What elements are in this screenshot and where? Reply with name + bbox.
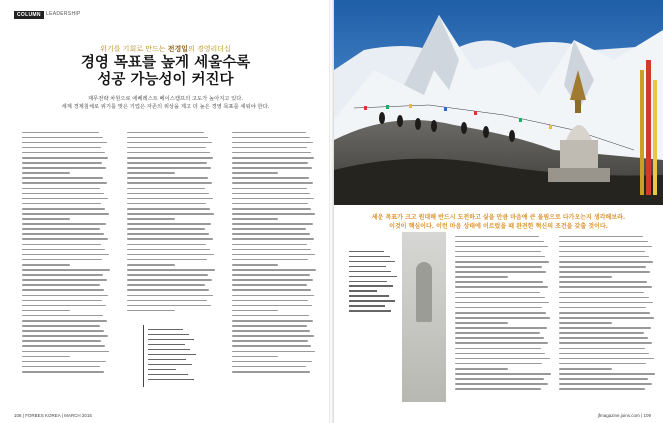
greeked-text-line bbox=[22, 238, 108, 240]
greeked-text-line bbox=[127, 142, 212, 144]
greeked-text-line bbox=[455, 302, 549, 304]
greeked-text-line bbox=[127, 218, 175, 220]
kicker-suffix: 의 경영리더십 bbox=[188, 45, 231, 53]
greeked-text-line bbox=[127, 295, 213, 297]
right-page-number: 109 bbox=[643, 413, 651, 418]
greeked-text-line bbox=[232, 152, 311, 154]
greeked-text-line bbox=[127, 274, 208, 276]
left-issue-date: MARCH 2015 bbox=[64, 413, 92, 418]
greeked-text-line bbox=[22, 182, 107, 184]
article-kicker bbox=[0, 44, 331, 54]
greeked-text-line bbox=[349, 285, 393, 286]
greeked-text-line bbox=[22, 244, 101, 246]
greeked-text-line bbox=[349, 276, 397, 277]
greeked-text-line bbox=[22, 351, 109, 353]
article-deck bbox=[0, 96, 331, 111]
greeked-text-line bbox=[232, 361, 312, 363]
greeked-text-line bbox=[22, 198, 108, 200]
greeked-text-line bbox=[559, 327, 651, 329]
greeked-text-line bbox=[232, 228, 306, 230]
body-column-2 bbox=[127, 128, 215, 315]
greeked-text-line bbox=[22, 132, 99, 134]
everest-photo bbox=[334, 0, 663, 205]
greeked-text-line bbox=[127, 177, 208, 179]
right-footer: jfmagazine.joins.com | 109 bbox=[597, 413, 651, 418]
left-page-number: 108 bbox=[14, 413, 22, 418]
greeked-text-line bbox=[127, 208, 210, 210]
greeked-text-line bbox=[232, 188, 307, 190]
greeked-text-line bbox=[148, 374, 188, 376]
greeked-text-line bbox=[127, 172, 175, 174]
greeked-text-line bbox=[232, 147, 307, 149]
greeked-text-line bbox=[455, 241, 544, 243]
author-note-box bbox=[143, 325, 198, 387]
greeked-text-line bbox=[559, 302, 653, 304]
body-column-3 bbox=[232, 128, 316, 376]
left-publication: FORBES KOREA bbox=[25, 413, 61, 418]
greeked-text-line bbox=[127, 132, 204, 134]
greeked-text-line bbox=[559, 383, 652, 385]
greeked-text-line bbox=[232, 208, 311, 210]
greeked-text-line bbox=[232, 279, 313, 281]
article-headline bbox=[0, 55, 331, 90]
greeked-text-line bbox=[232, 366, 306, 368]
greeked-text-line bbox=[232, 182, 313, 184]
greeked-text-line bbox=[22, 274, 103, 276]
greeked-text-line bbox=[232, 351, 315, 353]
greeked-text-line bbox=[559, 332, 644, 334]
greeked-text-line bbox=[232, 213, 315, 215]
greeked-text-line bbox=[127, 198, 213, 200]
greeked-text-line bbox=[22, 162, 102, 164]
greeked-text-line bbox=[232, 269, 316, 271]
greeked-text-line bbox=[127, 137, 208, 139]
greeked-text-line bbox=[559, 363, 646, 365]
greeked-text-line bbox=[232, 198, 314, 200]
greeked-text-line bbox=[22, 157, 108, 159]
greeked-text-line bbox=[455, 378, 544, 380]
greeked-text-line bbox=[559, 312, 650, 314]
greeked-text-line bbox=[127, 254, 214, 256]
greeked-text-line bbox=[127, 233, 209, 235]
greeked-text-line bbox=[148, 329, 183, 331]
greeked-text-line bbox=[232, 157, 314, 159]
greeked-text-line bbox=[232, 132, 306, 134]
greeked-text-line bbox=[559, 246, 652, 248]
greeked-text-line bbox=[127, 162, 207, 164]
greeked-text-line bbox=[127, 152, 210, 154]
greeked-text-line bbox=[127, 269, 215, 271]
greeked-text-line bbox=[455, 327, 547, 329]
greeked-text-line bbox=[455, 297, 545, 299]
greeked-text-line bbox=[148, 349, 190, 351]
greeked-text-line bbox=[349, 271, 391, 272]
greeked-text-line bbox=[455, 342, 548, 344]
greeked-text-line bbox=[127, 203, 206, 205]
greeked-text-line bbox=[232, 295, 314, 297]
greeked-text-line bbox=[148, 379, 194, 381]
greeked-text-line bbox=[22, 325, 100, 327]
greeked-text-line bbox=[559, 271, 650, 273]
greeked-text-line bbox=[559, 388, 645, 390]
greeked-text-line bbox=[559, 236, 643, 238]
greeked-text-line bbox=[232, 177, 309, 179]
greeked-text-line bbox=[127, 193, 209, 195]
body-column-1 bbox=[22, 128, 110, 376]
greeked-text-line bbox=[455, 332, 540, 334]
greeked-text-line bbox=[232, 340, 308, 342]
greeked-text-line bbox=[22, 172, 70, 174]
greeked-text-line bbox=[349, 251, 384, 252]
greeked-text-line bbox=[22, 254, 109, 256]
greeked-text-line bbox=[559, 251, 645, 253]
greeked-text-line bbox=[22, 137, 103, 139]
greeked-text-line bbox=[349, 300, 395, 301]
greeked-text-line bbox=[232, 264, 278, 266]
greeked-text-line bbox=[559, 368, 612, 370]
greeked-text-line bbox=[22, 340, 101, 342]
greeked-text-line bbox=[455, 236, 539, 238]
section-label: LEADERSHIP bbox=[46, 11, 81, 17]
greeked-text-line bbox=[455, 368, 508, 370]
greeked-text-line bbox=[232, 238, 314, 240]
greeked-text-line bbox=[232, 193, 310, 195]
greeked-text-line bbox=[559, 348, 645, 350]
greeked-text-line bbox=[22, 188, 100, 190]
greeked-text-line bbox=[559, 297, 649, 299]
greeked-text-line bbox=[349, 305, 385, 306]
greeked-text-line bbox=[455, 373, 551, 375]
greeked-text-line bbox=[455, 322, 508, 324]
greeked-text-line bbox=[559, 256, 649, 258]
greeked-text-line bbox=[22, 315, 103, 317]
greeked-text-line bbox=[559, 307, 646, 309]
greeked-text-line bbox=[22, 218, 70, 220]
greeked-text-line bbox=[22, 193, 104, 195]
greeked-text-line bbox=[455, 276, 508, 278]
deck-line-1: 재무전략 차원으로 에베레스트 베이스캠프의 고도가 높아지고 있다. bbox=[87, 96, 244, 102]
greeked-text-line bbox=[127, 289, 209, 291]
greeked-text-line bbox=[148, 344, 185, 346]
greeked-text-line bbox=[232, 320, 313, 322]
greeked-text-line bbox=[22, 356, 70, 358]
greeked-text-line bbox=[22, 345, 105, 347]
author-portrait bbox=[402, 232, 446, 402]
greeked-text-line bbox=[22, 289, 104, 291]
greeked-text-line bbox=[559, 292, 644, 294]
greeked-text-line bbox=[22, 177, 103, 179]
greeked-text-line bbox=[22, 320, 107, 322]
greeked-text-line bbox=[455, 281, 543, 283]
greeked-text-line bbox=[349, 266, 386, 267]
greeked-text-line bbox=[455, 383, 548, 385]
greeked-text-line bbox=[455, 348, 541, 350]
greeked-text-line bbox=[127, 188, 205, 190]
greeked-text-line bbox=[127, 182, 212, 184]
greeked-text-line bbox=[455, 251, 541, 253]
greeked-text-line bbox=[22, 310, 70, 312]
right-page bbox=[334, 0, 663, 423]
greeked-text-line bbox=[455, 358, 550, 360]
greeked-text-line bbox=[232, 162, 308, 164]
greeked-text-line bbox=[232, 274, 310, 276]
greeked-text-line bbox=[22, 305, 106, 307]
greeked-text-line bbox=[22, 223, 106, 225]
greeked-text-line bbox=[127, 157, 213, 159]
greeked-text-line bbox=[232, 137, 310, 139]
greeked-text-line bbox=[559, 378, 648, 380]
greeked-text-line bbox=[455, 353, 545, 355]
greeked-text-line bbox=[455, 271, 546, 273]
greeked-text-line bbox=[232, 289, 311, 291]
greeked-text-line bbox=[127, 300, 207, 302]
greeked-text-line bbox=[232, 233, 310, 235]
greeked-text-line bbox=[232, 330, 310, 332]
right-body-column-1 bbox=[455, 232, 551, 393]
greeked-text-line bbox=[22, 167, 106, 169]
greeked-text-line bbox=[232, 371, 310, 373]
greeked-text-line bbox=[349, 281, 387, 282]
greeked-text-line bbox=[232, 172, 278, 174]
greeked-text-line bbox=[127, 213, 214, 215]
greeked-text-line bbox=[455, 266, 542, 268]
greeked-text-line bbox=[232, 300, 308, 302]
photo-caption bbox=[334, 213, 663, 231]
greeked-text-line bbox=[22, 249, 105, 251]
greeked-text-line bbox=[559, 261, 653, 263]
greeked-text-line bbox=[455, 337, 544, 339]
greeked-text-line bbox=[22, 335, 108, 337]
greeked-text-line bbox=[455, 363, 542, 365]
greeked-text-line bbox=[232, 142, 313, 144]
greeked-text-line bbox=[232, 223, 313, 225]
right-site: jfmagazine.joins.com bbox=[597, 413, 640, 418]
greeked-text-line bbox=[349, 310, 391, 311]
greeked-text-line bbox=[559, 317, 654, 319]
greeked-text-line bbox=[127, 249, 210, 251]
headline-line-2: 성공 가능성이 커진다 bbox=[97, 72, 234, 89]
greeked-text-line bbox=[22, 284, 100, 286]
greeked-text-line bbox=[559, 286, 652, 288]
greeked-text-line bbox=[127, 264, 175, 266]
greeked-text-line bbox=[127, 228, 205, 230]
deck-line-2: 세계 경제침체로 위기를 맞은 기업은 자존의 위상을 제고 더 높은 경영 목표를 세워야 한다. bbox=[61, 103, 270, 110]
greeked-text-line bbox=[232, 305, 312, 307]
right-body-column-2 bbox=[559, 232, 655, 393]
greeked-text-line bbox=[22, 371, 104, 373]
greeked-text-line bbox=[559, 353, 649, 355]
greeked-text-line bbox=[559, 342, 652, 344]
greeked-text-line bbox=[455, 261, 549, 263]
greeked-text-line bbox=[232, 315, 309, 317]
left-page bbox=[0, 0, 331, 423]
greeked-text-line bbox=[559, 358, 654, 360]
greeked-text-line bbox=[127, 223, 211, 225]
greeked-text-line bbox=[559, 322, 612, 324]
greeked-text-line bbox=[22, 300, 102, 302]
greeked-text-line bbox=[148, 334, 189, 336]
greeked-text-line bbox=[232, 218, 278, 220]
kicker-prefix: 위기를 기회로 만드는 bbox=[100, 45, 168, 53]
greeked-text-line bbox=[127, 167, 211, 169]
greeked-text-line bbox=[232, 310, 278, 312]
greeked-text-line bbox=[148, 339, 194, 341]
greeked-text-line bbox=[559, 241, 648, 243]
greeked-text-line bbox=[127, 238, 213, 240]
greeked-text-line bbox=[349, 290, 377, 291]
greeked-text-line bbox=[22, 264, 70, 266]
greeked-text-line bbox=[127, 259, 207, 261]
kicker-author: 전경일 bbox=[167, 45, 189, 53]
greeked-text-line bbox=[559, 276, 612, 278]
greeked-text-line bbox=[455, 312, 546, 314]
greeked-text-line bbox=[349, 256, 390, 257]
greeked-text-line bbox=[22, 213, 109, 215]
greeked-text-line bbox=[22, 259, 102, 261]
greeked-text-line bbox=[232, 345, 311, 347]
greeked-text-line bbox=[22, 279, 107, 281]
greeked-text-line bbox=[22, 269, 110, 271]
greeked-text-line bbox=[559, 373, 655, 375]
photo-credit-box bbox=[349, 247, 399, 317]
greeked-text-line bbox=[22, 233, 104, 235]
column-tag: COLUMN bbox=[14, 11, 44, 19]
greeked-text-line bbox=[349, 295, 389, 296]
caption-line-1: 세운 목표가 크고 원대해 반드시 도전하고 싶을 만큼 마음에 큰 울림으로 다가오는지 생각해보라. bbox=[371, 214, 626, 221]
greeked-text-line bbox=[127, 305, 211, 307]
greeked-text-line bbox=[22, 295, 108, 297]
greeked-text-line bbox=[22, 142, 107, 144]
headline-line-1: 경영 목표를 높게 세울수록 bbox=[80, 55, 251, 71]
greeked-text-line bbox=[148, 354, 196, 356]
caption-line-2: 이것이 핵심이다. 이런 마음 상태에 이르렀을 때 완전한 혁신의 조건을 갖출 것이다. bbox=[389, 223, 608, 230]
greeked-text-line bbox=[148, 359, 186, 361]
greeked-text-line bbox=[22, 203, 101, 205]
greeked-text-line bbox=[455, 292, 540, 294]
greeked-text-line bbox=[232, 335, 314, 337]
greeked-text-line bbox=[22, 147, 101, 149]
greeked-text-line bbox=[232, 249, 311, 251]
greeked-text-line bbox=[559, 337, 648, 339]
greeked-text-line bbox=[559, 266, 646, 268]
greeked-text-line bbox=[559, 281, 647, 283]
greeked-text-line bbox=[232, 325, 307, 327]
greeked-text-line bbox=[232, 284, 307, 286]
greeked-text-line bbox=[127, 310, 175, 312]
greeked-text-line bbox=[22, 228, 100, 230]
greeked-text-line bbox=[127, 284, 205, 286]
left-footer: 108 | FORBES KOREA | MARCH 2015 bbox=[14, 413, 92, 418]
greeked-text-line bbox=[232, 203, 308, 205]
greeked-text-line bbox=[127, 279, 212, 281]
greeked-text-line bbox=[22, 208, 105, 210]
greeked-text-line bbox=[148, 369, 176, 371]
greeked-text-line bbox=[232, 167, 312, 169]
greeked-text-line bbox=[455, 317, 550, 319]
greeked-text-line bbox=[127, 244, 206, 246]
greeked-text-line bbox=[22, 366, 100, 368]
greeked-text-line bbox=[148, 364, 192, 366]
greeked-text-line bbox=[455, 246, 548, 248]
greeked-text-line bbox=[22, 361, 106, 363]
greeked-text-line bbox=[127, 147, 206, 149]
greeked-text-line bbox=[22, 330, 104, 332]
greeked-text-line bbox=[232, 259, 308, 261]
greeked-text-line bbox=[349, 261, 395, 262]
greeked-text-line bbox=[455, 388, 541, 390]
greeked-text-line bbox=[232, 244, 307, 246]
greeked-text-line bbox=[232, 356, 278, 358]
greeked-text-line bbox=[455, 256, 545, 258]
greeked-text-line bbox=[455, 307, 542, 309]
greeked-text-line bbox=[455, 286, 548, 288]
greeked-text-line bbox=[232, 254, 315, 256]
greeked-text-line bbox=[22, 152, 105, 154]
